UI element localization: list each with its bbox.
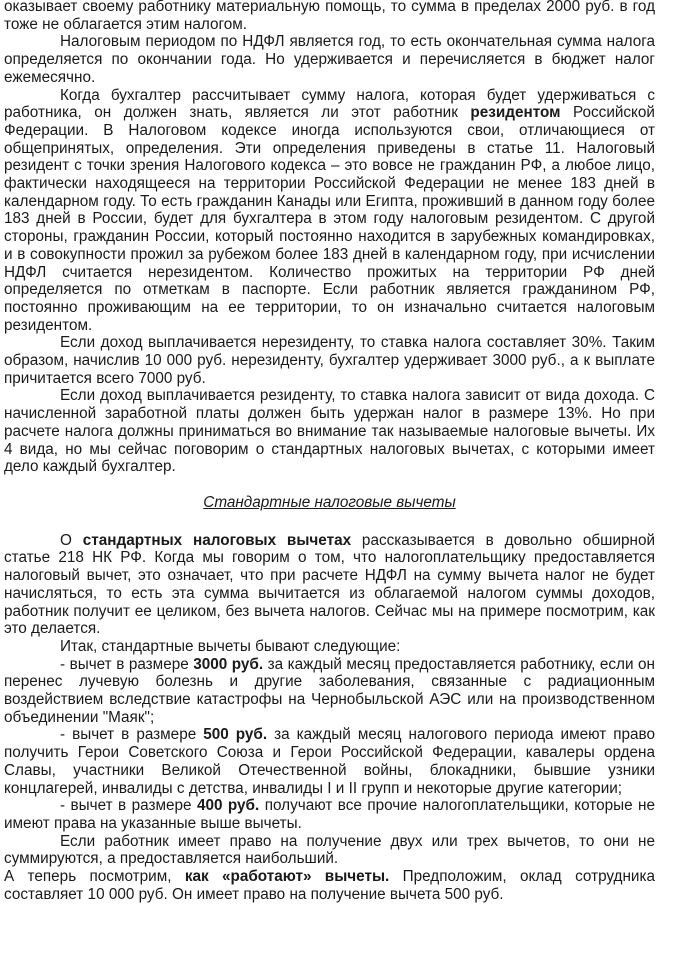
bold-phrase-how-work: как «работают» вычеты. — [184, 868, 390, 886]
paragraph-text: Предположим, оклад сотрудника составляет 10 000 руб. Он имеет право на получение вычета 500 руб. — [4, 868, 656, 903]
paragraph-tax-period — [4, 33, 655, 86]
paragraph-text: - вычет в размере — [60, 655, 194, 673]
paragraph-text: Если доход выплачивается нерезиденту, то ставка налога составляет 30%. Таким образом, начислив 10 000 руб. нерезиденту, бухгалтер удерживает 3000 руб., а к выплате причитается всего 7000 руб. — [4, 334, 655, 387]
paragraph-text: Если доход выплачивается резиденту, то ставка налога зависит от вида дохода. С начисленной заработной платы должен быть удержан налог в размере 13%. Но при расчете налога должны приниматься во внимание так называемые налоговые вычеты. Их 4 вида, но мы сейчас поговорим о стандартных налоговых вычетах, с которыми имеет дело каждый бухгалтер. — [4, 387, 655, 476]
paragraph-text: Итак, стандартные вычеты бывают следующие: — [60, 637, 401, 655]
list-item-deduction-400 — [4, 797, 655, 832]
bold-amount-500: 500 руб. — [203, 726, 268, 744]
paragraph-text: Если работник имеет право на получение двух или трех вычетов, то они не суммируются, а предоставляется наибольший. — [4, 832, 655, 868]
paragraph-text: О — [60, 531, 83, 549]
paragraph-material-help — [4, 0, 655, 33]
paragraph-text: рассказывается в довольно обширной статье 218 НК РФ. Когда мы говорим о том, что налогоплательщику предоставляется налоговый вычет, это означает, что при расчете НДФЛ на сумму вычета налог не будет начисляться, то есть эта сумма вычитается из облагаемой налогом суммы доходов, работник получит ее целиком, без вычета налогов. Сейчас мы на примере посмотрим, как это делается. — [4, 531, 655, 638]
paragraph-text: А теперь посмотрим, — [4, 868, 185, 886]
paragraph-deductions-list-intro — [4, 638, 655, 656]
paragraph-text: Когда бухгалтер рассчитывает сумму налога, которая будет удерживаться с работника, он должен знать, является ли этот работник — [4, 86, 655, 122]
paragraph-text: Российской Федерации. В Налоговом кодексе иногда используются свои, отличающиеся от общепринятых, определения. Эти определения приведены в статье 11. Налоговый резидент с точки зрения Налогового кодекса – это вовсе не гражданин РФ, а любое лицо, фактически находящееся на территории Российской Федерации не менее 183 дней в календарном году. То есть гражданин Канады или Египта, проживший в данном году более 183 дней в России, будет для бухгалтера в этом году налоговым резидентом. С другой стороны, гражданин России, который постоянно находится в зарубежных командировках, и в совокупности прожил за рубежом более 183 дней в календарном году, при исчислении НДФЛ считается нерезидентом. Количество прожитых на территории РФ дней определяется по отметкам в паспорте. Если работник является гражданином РФ, постоянно проживающим на ее территории, то он изначально считается налоговым резидентом. — [4, 104, 655, 334]
bold-term-resident: резидентом — [470, 104, 561, 122]
paragraph-text: получают все прочие налогоплательщики, которые не имеют права на указанные выше вычеты. — [4, 797, 655, 832]
paragraph-text: Налоговым периодом по НДФЛ является год, то есть окончательная сумма налога определяется по окончании года. Но удерживается и перечисляется в бюджет налог ежемесячно. — [4, 33, 655, 86]
paragraph-text: - вычет в размере — [60, 726, 204, 744]
section-heading: Стандартные налоговые вычеты — [203, 493, 456, 511]
paragraph-text: за каждый месяц предоставляется работнику, если он перенес лучевую болезнь и другие заболевания, связанные с радиационным воздействием вследствие катастрофы на Чернобыльской АЭС или на производственном объединении "Маяк"; — [4, 655, 655, 726]
bold-amount-400: 400 руб. — [196, 797, 260, 815]
paragraph-text: - вычет в размере — [60, 797, 197, 815]
bold-amount-3000: 3000 руб. — [193, 655, 264, 673]
paragraph-largest-deduction — [4, 833, 655, 868]
bold-term-standard-deductions: стандартных налоговых вычетах — [82, 531, 352, 549]
paragraph-resident-rate — [4, 387, 655, 476]
paragraph-how-deductions-work — [4, 868, 655, 903]
paragraph-resident-definition — [4, 87, 655, 335]
list-item-deduction-3000 — [4, 656, 655, 727]
list-item-deduction-500 — [4, 726, 655, 797]
paragraph-nonresident-rate — [4, 334, 655, 387]
paragraph-text: оказывает своему работнику материальную помощь, то сумма в пределах 2000 руб. в год тоже не облагается этим налогом. — [4, 0, 655, 33]
paragraph-standard-deductions-intro — [4, 532, 655, 638]
paragraph-text: за каждый месяц налогового периода имеют право получить Герои Советского Союза и Герои Российской Федерации, кавалеры ордена Славы, участники Великой Отечественной войны, блокадники, бывшие узники концлагерей, инвалиды с детства, инвалиды I и II групп и некоторые другие категории; — [4, 726, 655, 797]
